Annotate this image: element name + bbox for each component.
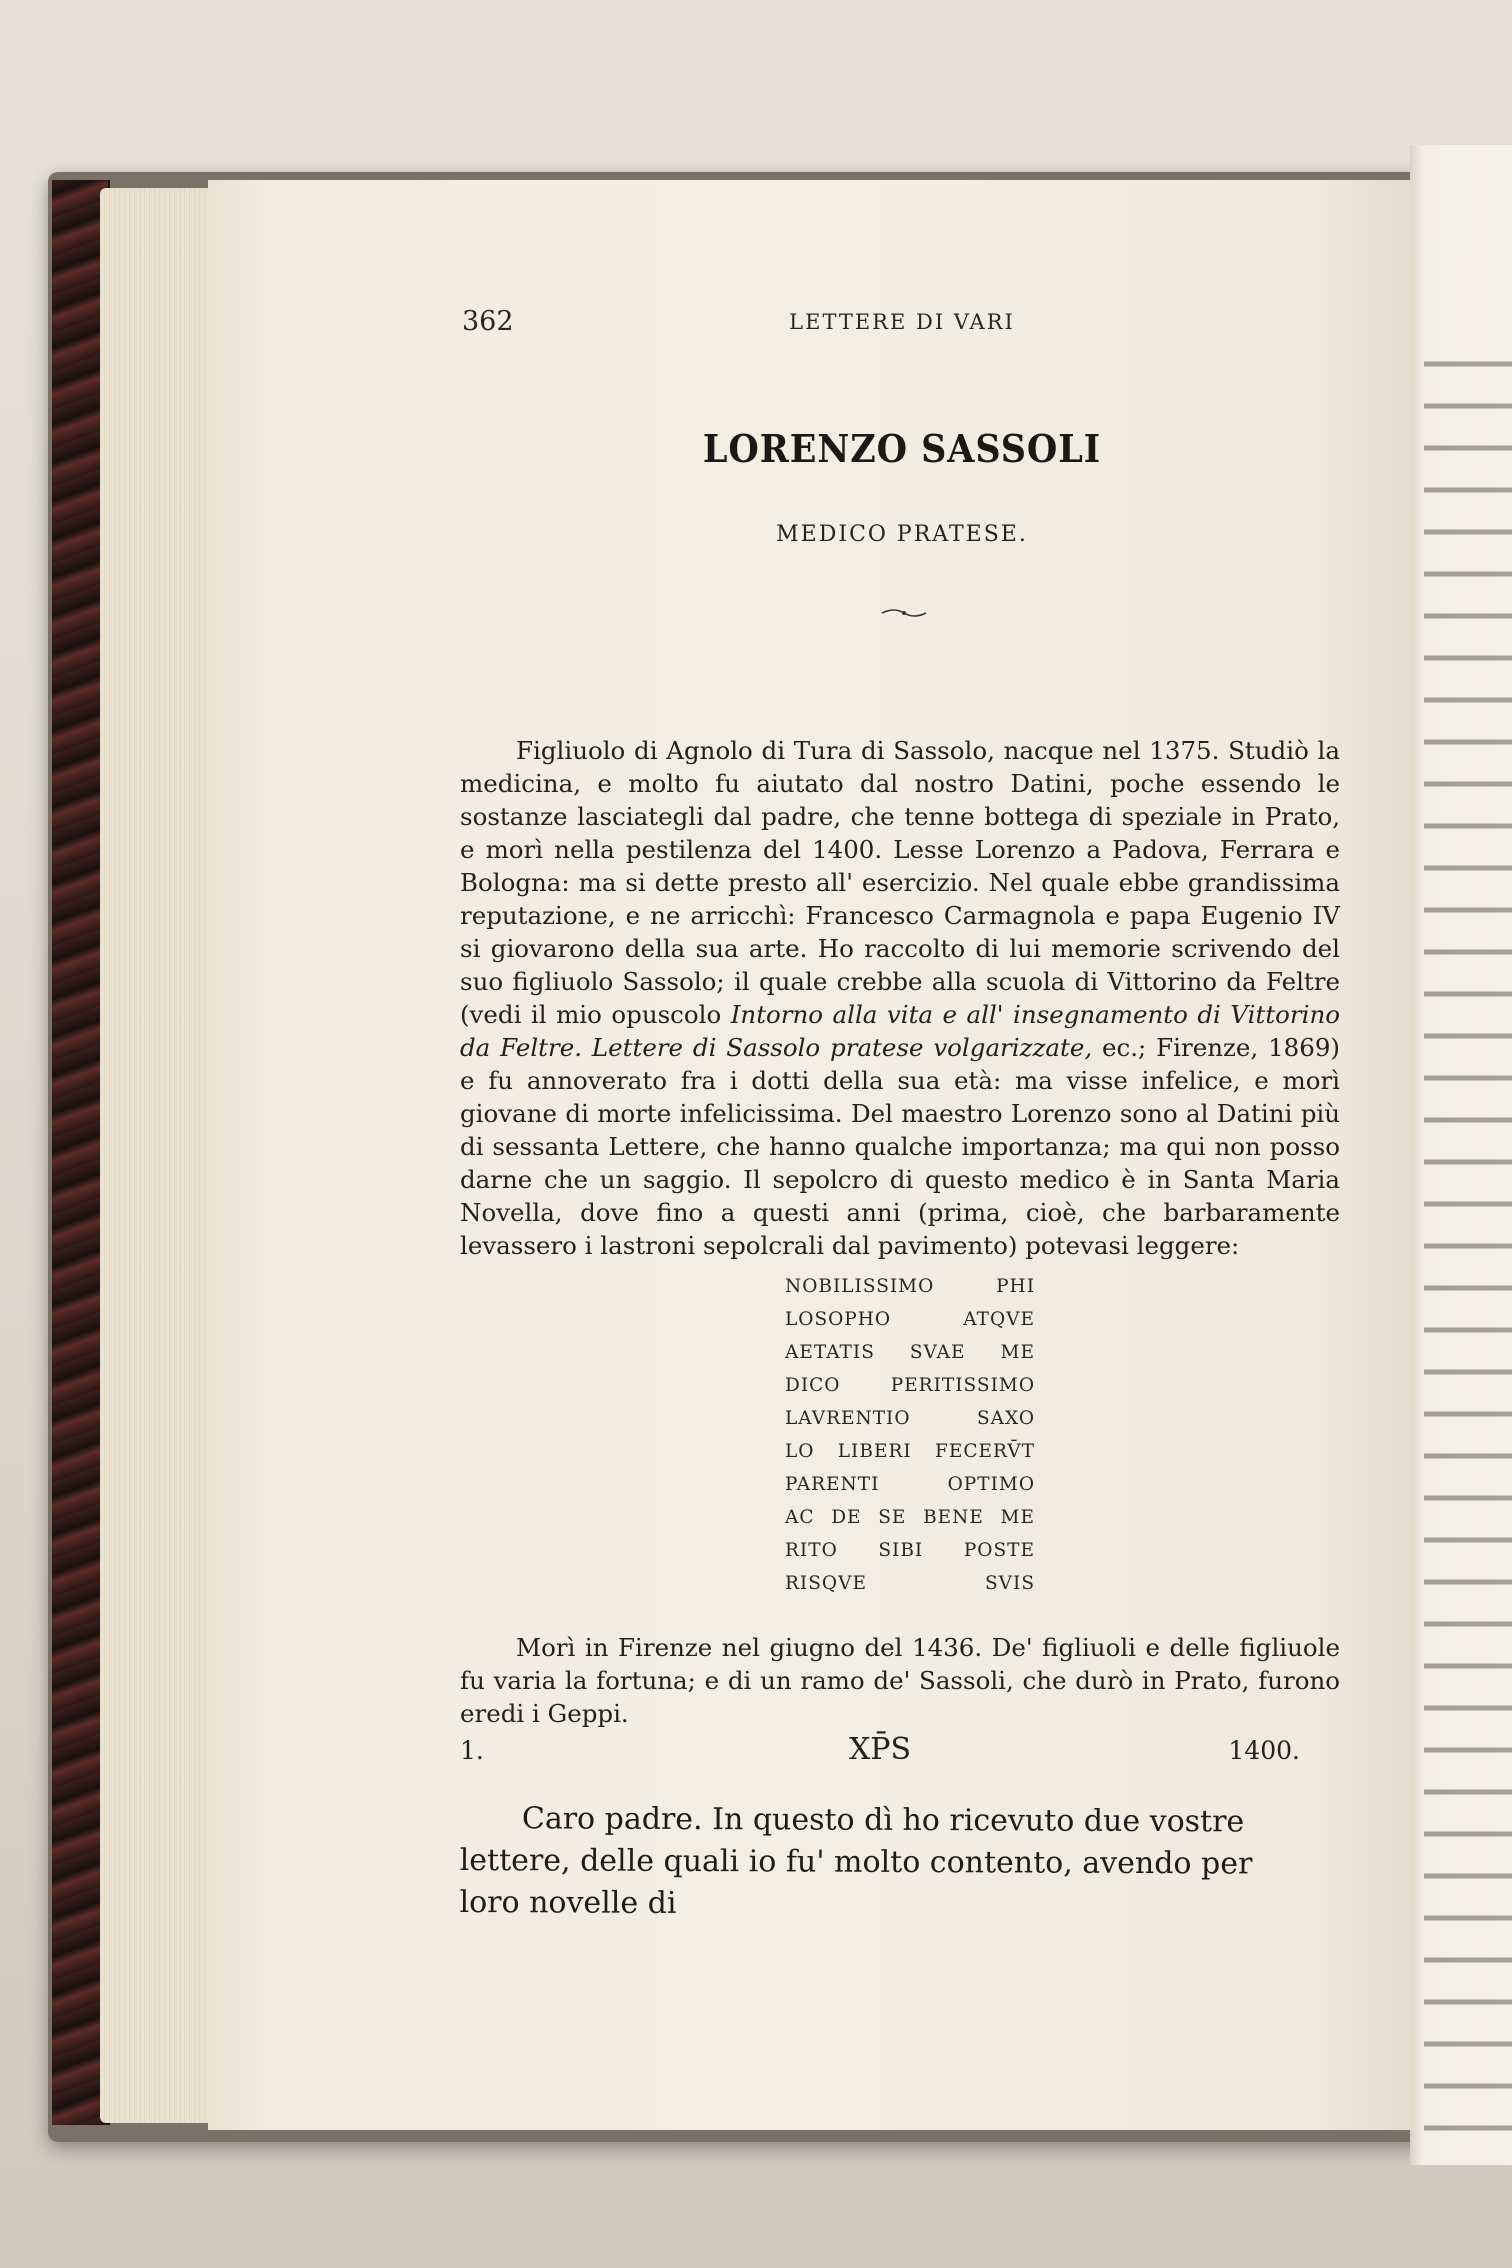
inscription-word: SE xyxy=(878,1507,907,1528)
inscription-word: BENE xyxy=(923,1507,984,1528)
inscription-line xyxy=(785,1402,1035,1435)
facing-page-edge xyxy=(1410,145,1512,2165)
inscription-word: ME xyxy=(1000,1507,1035,1528)
tomb-inscription xyxy=(785,1270,1035,1600)
letter-number: 1. xyxy=(460,1736,484,1765)
inscription-line xyxy=(785,1567,1035,1600)
inscription-word: SVIS xyxy=(984,1573,1035,1594)
biography-text-part1: Figliuolo di Agnolo di Tura di Sassolo, nacque nel 1375. Studiò la medicina, e molto fu aiutato dal nostro Datini, poche essendo le sostanze lasciategli dal padre, che tenne bottega di speziale in Prato, e morì nella pestilenza del 1400. Lesse Lorenzo a Padova, Ferrara e Bologna: ma si dette presto all' esercizio. Nel quale ebbe grandissima reputazione, e ne arricchì: Francesco Carmagnola e papa Eugenio IV si giovarono della sua arte. Ho raccolto di lui memorie scrivendo del suo figliuolo Sassolo; il quale crebbe alla scuola di Vittorino da Feltre (vedi il mio opuscolo xyxy=(460,736,1340,1029)
inscription-word: DE xyxy=(831,1507,862,1528)
facing-page-text-lines xyxy=(1424,335,1512,2135)
inscription-word: LIBERI xyxy=(837,1441,912,1462)
inscription-word: PHI xyxy=(996,1276,1035,1297)
inscription-word: LO xyxy=(785,1441,815,1462)
inscription-word: LAVRENTIO xyxy=(785,1408,911,1429)
inscription-word: AETATIS xyxy=(785,1342,875,1363)
inscription-word: PARENTI xyxy=(785,1474,880,1495)
inscription-word: NOBILISSIMO xyxy=(785,1276,935,1297)
closing-text: Morì in Firenze nel giugno del 1436. De' figliuoli e delle figliuole fu varia la fortuna; e di un ramo de' Sassoli, che durò in Prato, furono eredi i Geppi. xyxy=(460,1632,1340,1728)
biography-text-part2: ec.; Firenze, 1869) e fu annoverato fra i dotti della sua età: ma visse infelice, e morì giovane di morte infelicissima. Del maestro Lorenzo sono al Datini più di sessanta Lettere, che hanno qualche importanza; ma qui non posso darne che un saggio. Il sepolcro di questo medico è in Santa Maria Novella, dove fino a questi anni (prima, cioè, che barbaramente levassero i lastroni sepolcrali dal pavimento) potevasi leggere: xyxy=(460,1033,1340,1260)
inscription-word: SAXO xyxy=(976,1408,1035,1429)
inscription-word: RITO xyxy=(785,1540,838,1561)
running-title: LETTERE DI VARI xyxy=(789,310,1015,334)
inscription-word: LOSOPHO xyxy=(785,1309,892,1330)
inscription-word: ATQVE xyxy=(963,1309,1035,1330)
inscription-line xyxy=(785,1303,1035,1336)
biography-text xyxy=(460,734,1340,1262)
inscription-word: RISQVE xyxy=(785,1573,867,1594)
letter-header xyxy=(460,1732,1300,1776)
inscription-line xyxy=(785,1435,1035,1468)
page-stack-edge xyxy=(100,188,212,2123)
letter-year: 1400. xyxy=(1228,1736,1300,1765)
inscription-word: AC xyxy=(785,1507,815,1528)
inscription-line xyxy=(785,1336,1035,1369)
biography-text-italic: Intorno alla vita e all' insegnamento di Vittorino da Feltre. Lettere di Sassolo pratese volgarizzate, xyxy=(460,1000,1340,1062)
inscription-word: OPTIMO xyxy=(947,1474,1035,1495)
letter-monogram: XP̄S xyxy=(848,1732,912,1767)
inscription-line xyxy=(785,1369,1035,1402)
letter-opening-text: Caro padre. In questo dì ho ricevuto due vostre lettere, delle quali io fu' molto contento, avendo per loro novelle di xyxy=(459,1801,1253,1921)
inscription-word: SIBI xyxy=(878,1540,924,1561)
chapter-title: LORENZO SASSOLI xyxy=(702,426,1102,471)
inscription-line xyxy=(785,1534,1035,1567)
inscription-line xyxy=(785,1468,1035,1501)
page-number: 362 xyxy=(462,306,514,337)
inscription-word: ME xyxy=(1000,1342,1035,1363)
running-head xyxy=(462,306,1342,346)
inscription-word: DICO xyxy=(785,1375,841,1396)
inscription-line xyxy=(785,1501,1035,1534)
inscription-word: PERITISSIMO xyxy=(890,1375,1035,1396)
inscription-word: SVAE xyxy=(909,1342,966,1363)
biography-paragraph xyxy=(460,734,1340,1262)
ornament-dash-icon xyxy=(880,603,928,623)
inscription-line xyxy=(785,1270,1035,1303)
chapter-subtitle: MEDICO PRATESE. xyxy=(776,522,1028,547)
inscription-word: POSTE xyxy=(963,1540,1035,1561)
inscription-word: FECERV̄T xyxy=(935,1441,1035,1462)
letter-opening xyxy=(459,1798,1320,1928)
